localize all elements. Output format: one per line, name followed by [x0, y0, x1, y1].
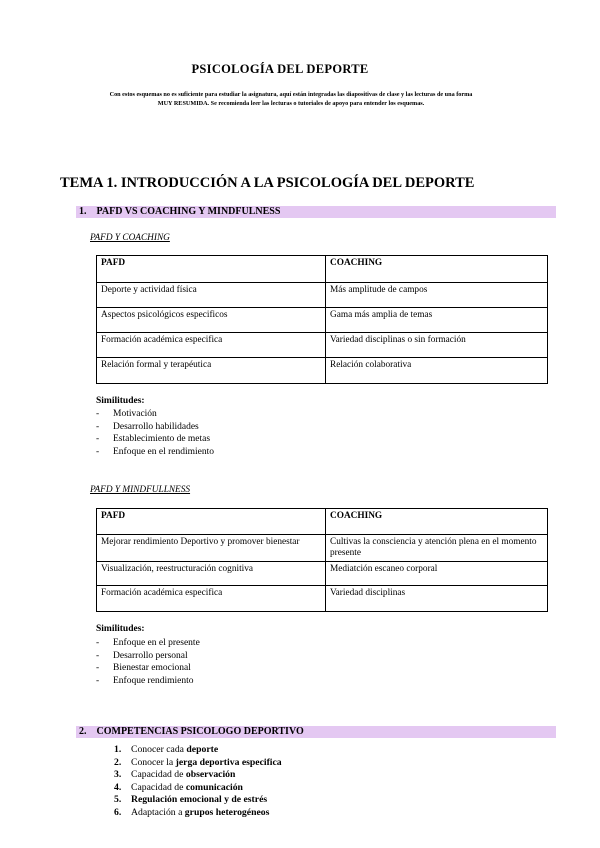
tema-title: TEMA 1. INTRODUCCIÓN A LA PSICOLOGÍA DEL DEPORTE [60, 175, 475, 191]
table-cell: Formación académica especifica [97, 586, 326, 612]
table-row [97, 308, 548, 333]
list-item: - Desarrollo personal [96, 650, 188, 661]
section-2-heading [79, 726, 304, 738]
table-header-row [97, 509, 548, 535]
dash-bullet: - [96, 663, 100, 674]
coaching-subtitle: PAFD Y COACHING [90, 233, 170, 243]
dash-bullet: - [96, 409, 100, 419]
table-header-row [97, 256, 548, 283]
mindfulness-table [96, 508, 548, 612]
list-item: - Enfoque rendimiento [96, 676, 194, 687]
dash-bullet: - [96, 421, 100, 432]
table-header-cell: PAFD [97, 509, 326, 535]
list-item: 1. Conocer cada deporte [114, 744, 219, 755]
coaching-similitudes-title: Similitudes: [96, 396, 145, 406]
table-row [97, 283, 548, 308]
table-cell: Formación académica especifica [97, 333, 326, 358]
list-item: - Desarrollo habilidades [96, 421, 199, 432]
dash-bullet: - [96, 676, 100, 687]
table-header-cell: PAFD [97, 256, 326, 283]
table-cell: Visualización, reestructuración cognitiva [97, 562, 326, 586]
list-item: - Motivación [96, 409, 157, 419]
table-row [97, 358, 548, 384]
list-item: 3. Capacidad de observación [114, 769, 236, 781]
document-title: PSICOLOGÍA DEL DEPORTE [191, 62, 369, 76]
mindfulness-similitudes-list [96, 637, 200, 688]
table-cell: Cultivas la consciencia y atención plena en el momento presente [326, 535, 548, 562]
table-header-cell: COACHING [326, 256, 548, 283]
table-row [97, 535, 548, 562]
dash-bullet: - [96, 447, 100, 458]
list-item: 6. Adaptación a grupos heterogéneos [114, 806, 270, 818]
section-1-heading [79, 206, 280, 218]
list-item: 5. Regulación emocional y de estrés [114, 794, 268, 806]
section-1-number: 1. [79, 206, 87, 217]
list-item: 2. Conocer la jerga deportiva especifica [114, 756, 282, 768]
section-1-title: PAFD VS COACHING Y MINDFULNESS [96, 206, 281, 217]
table-cell: Mejorar rendimiento Deportivo y promover bienestar [97, 535, 326, 562]
table-row [97, 586, 548, 612]
table-cell: Gama más amplia de temas [326, 308, 548, 333]
table-cell: Mediatción escaneo corporal [326, 562, 548, 586]
list-item: - Enfoque en el presente [96, 638, 200, 648]
table-header-cell: COACHING [326, 509, 548, 535]
list-item: - Enfoque en el rendimiento [96, 447, 215, 458]
mindfulness-similitudes-title: Similitudes: [96, 624, 145, 634]
table-cell: Deporte y actividad física [97, 283, 326, 308]
table-row [97, 562, 548, 586]
list-item: - Establecimiento de metas [96, 434, 211, 445]
dash-bullet: - [96, 434, 100, 445]
section-2-number: 2. [79, 726, 87, 737]
table-row [97, 333, 548, 358]
list-item: 4. Capacidad de comunicación [114, 781, 243, 793]
table-cell: Aspectos psicológicos especificos [97, 308, 326, 333]
coaching-similitudes-list [96, 408, 214, 459]
table-cell: Más amplitude de campos [326, 283, 548, 308]
section-2-title: COMPETENCIAS PSICOLOGO DEPORTIVO [96, 726, 304, 737]
table-cell: Relación formal y terapéutica [97, 358, 326, 384]
table-cell: Relación colaborativa [326, 358, 548, 384]
dash-bullet: - [96, 638, 100, 648]
list-item: - Bienestar emocional [96, 663, 191, 674]
mindfulness-subtitle: PAFD Y MINDFULLNESS [90, 485, 191, 495]
competencias-list [114, 744, 282, 820]
coaching-table [96, 255, 548, 384]
document-note: Con estos esquemas no es suficiente para estudiar la asignatura, aquí están integradas las diapositivas de clase y las lecturas de una forma MUY RESUMIDA. Se recomienda leer las lecturas o tutoriales de apoyo para entender los esquemas. [109, 91, 473, 107]
dash-bullet: - [96, 650, 100, 661]
table-cell: Variedad disciplinas o sin formación [326, 333, 548, 358]
table-cell: Variedad disciplinas [326, 586, 548, 612]
